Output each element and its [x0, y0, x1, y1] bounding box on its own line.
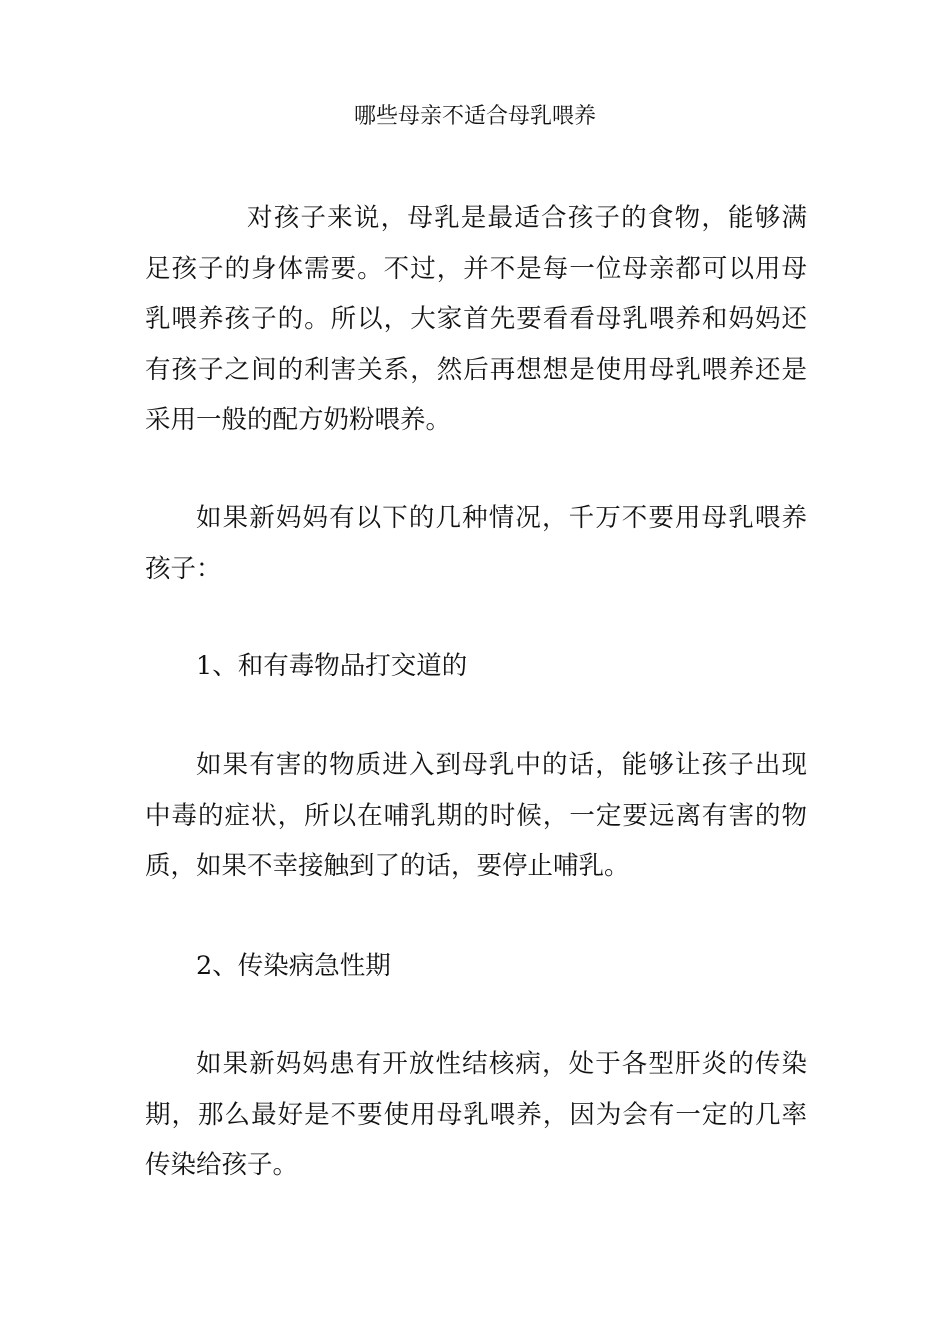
- section-1-heading: 1、和有毒物品打交道的: [196, 651, 468, 681]
- section-2-heading: 2、传染病急性期: [196, 951, 391, 981]
- intro-paragraph: 对孩子来说，母乳是最适合孩子的食物，能够满足孩子的身体需要。不过，并不是每一位母亲都可以用母乳喂养孩子的。所以，大家首先要看看母乳喂养和妈妈还有孩子之间的利害关系，然后再想想是使用母乳喂养还是采用一般的配方奶粉喂养。: [145, 203, 807, 435]
- lead-paragraph: 如果新妈妈有以下的几种情况，千万不要用母乳喂养孩子：: [145, 503, 807, 584]
- document-title: 哪些母亲不适合母乳喂养: [353, 104, 596, 129]
- section-2-body: 如果新妈妈患有开放性结核病，处于各型肝炎的传染期，那么最好是不要使用母乳喂养，因为会有一定的几率传染给孩子。: [145, 1049, 807, 1180]
- section-1-body: 如果有害的物质进入到母乳中的话，能够让孩子出现中毒的症状，所以在哺乳期的时候，一定要远离有害的物质，如果不幸接触到了的话，要停止哺乳。: [145, 750, 807, 881]
